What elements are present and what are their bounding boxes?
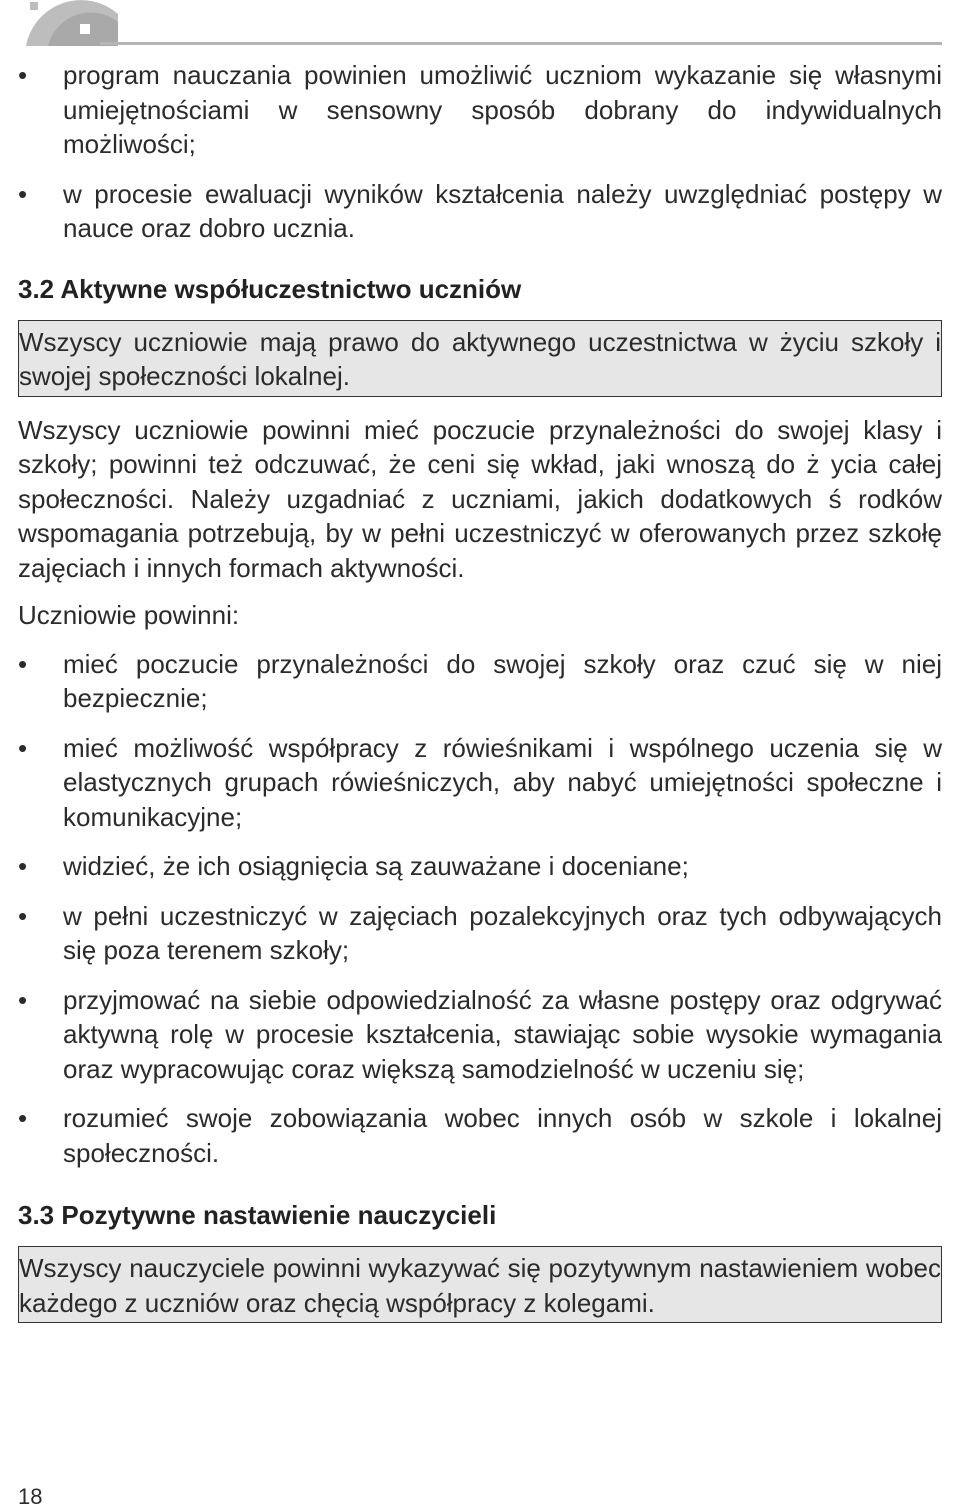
header-rule bbox=[100, 42, 942, 45]
list-intro: Uczniowie powinni: bbox=[18, 600, 240, 630]
page-number: 18 bbox=[18, 1484, 43, 1509]
students-bullet-list bbox=[18, 647, 942, 1171]
boxed-statement-3-2: Wszyscy uczniowie mają prawo do aktywnego uczestnictwa w życiu szkoły i swojej społeczności lokalnej. bbox=[18, 320, 942, 397]
section-heading-3-2: 3.2 Aktywne współuczestnictwo uczniów bbox=[18, 273, 522, 304]
section-heading-3-3: 3.3 Pozytywne nastawienie nauczycieli bbox=[18, 1200, 497, 1230]
list-item: • w pełni uczestniczyć w zajęciach pozalekcyjnych oraz tych odbywających się poza terenem szkoły; bbox=[18, 899, 942, 968]
list-item: • widzieć, że ich osiągnięcia są zauważane i doceniane; bbox=[18, 849, 942, 884]
list-item: • przyjmować na siebie odpowiedzialność za własne postępy oraz odgrywać aktywną rolę w procesie kształcenia, stawiając sobie wysokie wymagania oraz wypracowując coraz większą samodzielność w uczeniu się; bbox=[18, 983, 942, 1087]
list-item: • mieć poczucie przynależności do swojej szkoły oraz czuć się w niej bezpiecznie; bbox=[18, 647, 942, 716]
list-item: • rozumieć swoje zobowiązania wobec innych osób w szkole i lokalnej społeczności. bbox=[18, 1101, 942, 1170]
top-bullet-list bbox=[18, 58, 942, 246]
list-item: • program nauczania powinien umożliwić uczniom wykazanie się własnymi umiejętnościami w sensowny sposób dobrany do indywidualnych możliwości; bbox=[18, 58, 942, 162]
header-logo-icon bbox=[18, 0, 118, 46]
boxed-statement-3-3: Wszyscy nauczyciele powinni wykazywać się pozytywnym nastawieniem wobec każdego z uczniów oraz chęcią współpracy z kolegami. bbox=[18, 1246, 942, 1323]
list-item: • mieć możliwość współpracy z rówieśnikami i wspólnego uczenia się w elastycznych grupach rówieśniczych, aby nabyć umiejętności społeczne i komunikacyjne; bbox=[18, 731, 942, 835]
list-item: • w procesie ewaluacji wyników kształcenia należy uwzględniać postępy w nauce oraz dobro ucznia. bbox=[18, 177, 942, 246]
paragraph-3-2: Wszyscy uczniowie powinni mieć poczucie przynależności do swojej klasy i szkoły; powinni też odczuwać, że ceni się wkład, jaki wnoszą do ż ycia całej społeczności. Należy uzgadniać z uczniami, jakich dodatkowych ś rodków wspomagania potrzebują, by w pełni uczestniczyć w oferowanych przez szkołę zajęciach i innych formach aktywności. bbox=[18, 414, 942, 583]
page-content bbox=[18, 58, 942, 1323]
